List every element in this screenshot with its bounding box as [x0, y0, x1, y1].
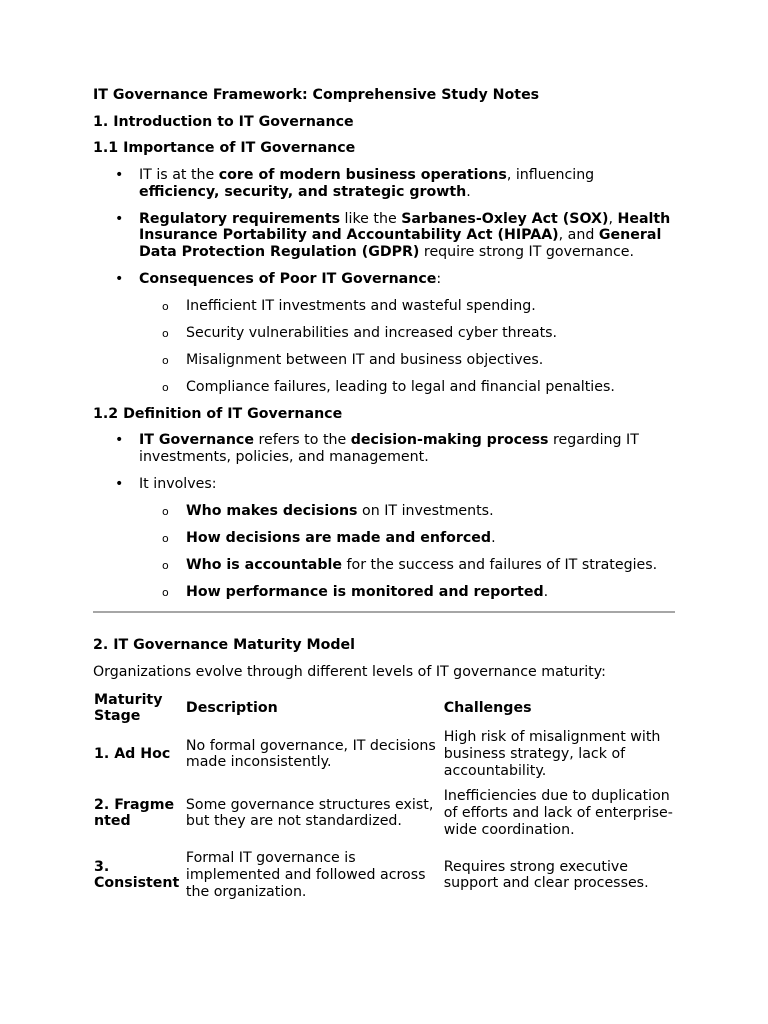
table-header-row — [93, 690, 675, 726]
document-page — [93, 87, 675, 906]
sub-list-item: o Who is accountable for the success and failures of IT strategies. — [162, 557, 658, 574]
circle-bullet-icon: o — [162, 586, 169, 600]
section-1-1-heading: 1.1 Importance of IT Governance — [93, 140, 356, 157]
document-title: IT Governance Framework: Comprehensive Study Notes — [93, 87, 540, 103]
sub-list-item: o How decisions are made and enforced. — [162, 530, 496, 546]
circle-bullet-icon: o — [162, 326, 169, 340]
table-cell-challenges: Requires strong executive support and clear processes. — [443, 858, 649, 892]
table-header-cell: Description — [185, 699, 278, 716]
maturity-table — [93, 690, 675, 906]
sub-list-item: o How performance is monitored and reported. — [162, 584, 549, 601]
consequences-list — [139, 298, 675, 396]
table-cell-description: Formal IT governance is implemented and followed across the organization. — [185, 850, 426, 900]
table-row — [93, 726, 675, 782]
section-2-intro: Organizations evolve through different levels of IT governance maturity: — [93, 663, 606, 680]
table-cell-challenges: High risk of misalignment with business strategy, lack of accountability. — [443, 729, 661, 779]
table-cell-challenges: Inefficiencies due to duplication of efforts and lack of enterprise-wide coordination. — [443, 788, 673, 838]
horizontal-rule — [93, 611, 675, 613]
sub-list-item: o Misalignment between IT and business objectives. — [162, 351, 544, 368]
bullet-icon: • — [115, 270, 124, 287]
table-cell-stage: 3. Consistent — [94, 858, 180, 892]
sub-list-item: o Compliance failures, leading to legal and financial penalties. — [162, 379, 615, 395]
table-cell-description: Some governance structures exist, but they are not standardized. — [185, 796, 434, 830]
list-item: • It involves: o Who makes decisions on IT investments. o How decisions are made and enforced. o Who is accountable for the success and failures of IT strategies. o How performance is monitored and reported. — [93, 476, 675, 601]
sub-list-item: o Who makes decisions on IT investments. — [162, 502, 494, 519]
section-1-2-heading: 1.2 Definition of IT Governance — [93, 405, 343, 422]
table-cell-description: No formal governance, IT decisions made inconsistently. — [185, 737, 436, 771]
definition-list — [93, 432, 675, 600]
table-row — [93, 844, 675, 906]
table-cell-stage: 2. Fragmented — [94, 796, 175, 830]
list-item: • Regulatory requirements like the Sarbanes-Oxley Act (SOX), Health Insurance Portability and Accountability Act (HIPAA), and General Data Protection Regulation (GDPR) require strong IT governance. — [115, 210, 671, 260]
table-header-cell: Challenges — [443, 699, 532, 716]
bullet-icon: • — [115, 475, 124, 492]
table-cell-stage: 1. Ad Hoc — [94, 745, 171, 762]
list-item: • Consequences of Poor IT Governance: o Inefficient IT investments and wasteful spending. o Security vulnerabilities and increased cyber threats. o Misalignment between IT and business objectives. o Compliance failures, leading to legal and financial penalties. — [93, 271, 675, 396]
circle-bullet-icon: o — [162, 381, 169, 394]
circle-bullet-icon: o — [162, 559, 169, 573]
list-item: • IT Governance refers to the decision-making process regarding IT investments, policies, and management. — [115, 432, 639, 466]
bullet-icon: • — [115, 432, 124, 449]
bullet-icon: • — [115, 210, 124, 227]
circle-bullet-icon: o — [162, 504, 169, 518]
table-row — [93, 782, 675, 844]
section-1-heading: 1. Introduction to IT Governance — [93, 113, 354, 130]
table-header-cell: Maturity Stage — [94, 691, 163, 725]
list-item: • IT is at the core of modern business operations, influencing efficiency, security, and strategic growth. — [115, 167, 595, 200]
sub-list-item: o Security vulnerabilities and increased cyber threats. — [162, 324, 558, 341]
importance-list — [93, 167, 675, 396]
section-2-heading: 2. IT Governance Maturity Model — [93, 636, 356, 653]
involves-list — [139, 503, 675, 601]
circle-bullet-icon: o — [162, 299, 169, 313]
sub-list-item: o Inefficient IT investments and wasteful spending. — [162, 297, 536, 314]
circle-bullet-icon: o — [162, 532, 169, 545]
circle-bullet-icon: o — [162, 353, 169, 367]
bullet-icon: • — [115, 167, 124, 184]
